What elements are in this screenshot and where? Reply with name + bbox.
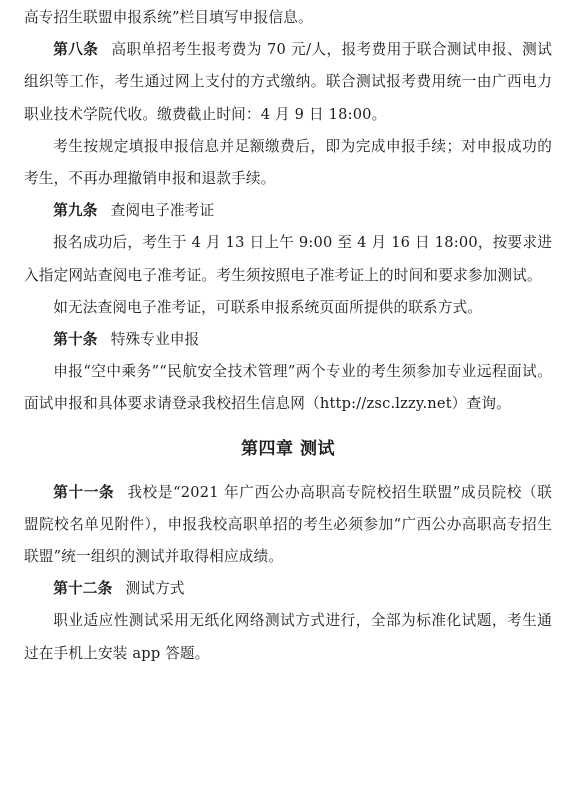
article-8-label: 第八条	[53, 41, 99, 59]
article-9-paragraph-1: 报名成功后，考生于 4 月 13 日上午 9:00 至 4 月 16 日 18:00，按要求进入指定网站查阅电子准考证。考生须按照电子准考证上的时间和要求参加测试。	[24, 234, 552, 284]
article-11-text: 我校是“2021 年广西公办高职高专院校招生联盟”成员院校（联盟院校名单见附件），申报我校高职单招的考生必须参加“广西公办高职高专招生联盟”统一组织的测试并取得相应成绩。	[24, 483, 552, 566]
article-10-heading	[24, 324, 552, 356]
article-11	[24, 477, 552, 574]
paragraph-continuation: 高专招生联盟申报系统”栏目填写申报信息。	[24, 9, 313, 26]
article-10-title: 特殊专业申报	[110, 331, 200, 349]
article-8	[24, 34, 552, 131]
article-12-paragraph-1: 职业适应性测试采用无纸化网络测试方式进行，全部为标准化试题，考生通过在手机上安装 app 答题。	[24, 612, 552, 662]
article-9-title: 查阅电子准考证	[110, 202, 215, 220]
article-8-text: 高职单招考生报考费为 70 元/人，报考费用于联合测试申报、测试组织等工作，考生通过网上支付的方式缴纳。联合测试报考费用统一由广西电力职业技术学院代收。缴费截止时间：4 月 9 日 18:00。	[24, 41, 552, 123]
article-10-paragraph-1: 申报“空中乘务”“民航安全技术管理”两个专业的考生须参加专业远程面试。面试申报和具体要求请登录我校招生信息网（http://zsc.lzzy.net）查询。	[24, 363, 552, 413]
article-12-title: 测试方式	[125, 580, 185, 598]
article-11-label: 第十一条	[53, 483, 115, 501]
article-9-heading	[24, 195, 552, 227]
article-8-paragraph-2: 考生按规定填报申报信息并足额缴费后，即为完成申报手续；对申报成功的考生，不再办理撤销申报和退款手续。	[24, 137, 552, 188]
article-12-heading	[24, 573, 552, 605]
article-12-label: 第十二条	[53, 580, 113, 598]
chapter-4-heading: 第四章 测试	[241, 438, 335, 459]
article-9-paragraph-2: 如无法查阅电子准考证，可联系申报系统页面所提供的联系方式。	[53, 298, 483, 316]
article-10-label: 第十条	[53, 331, 98, 349]
article-9-label: 第九条	[53, 202, 98, 220]
